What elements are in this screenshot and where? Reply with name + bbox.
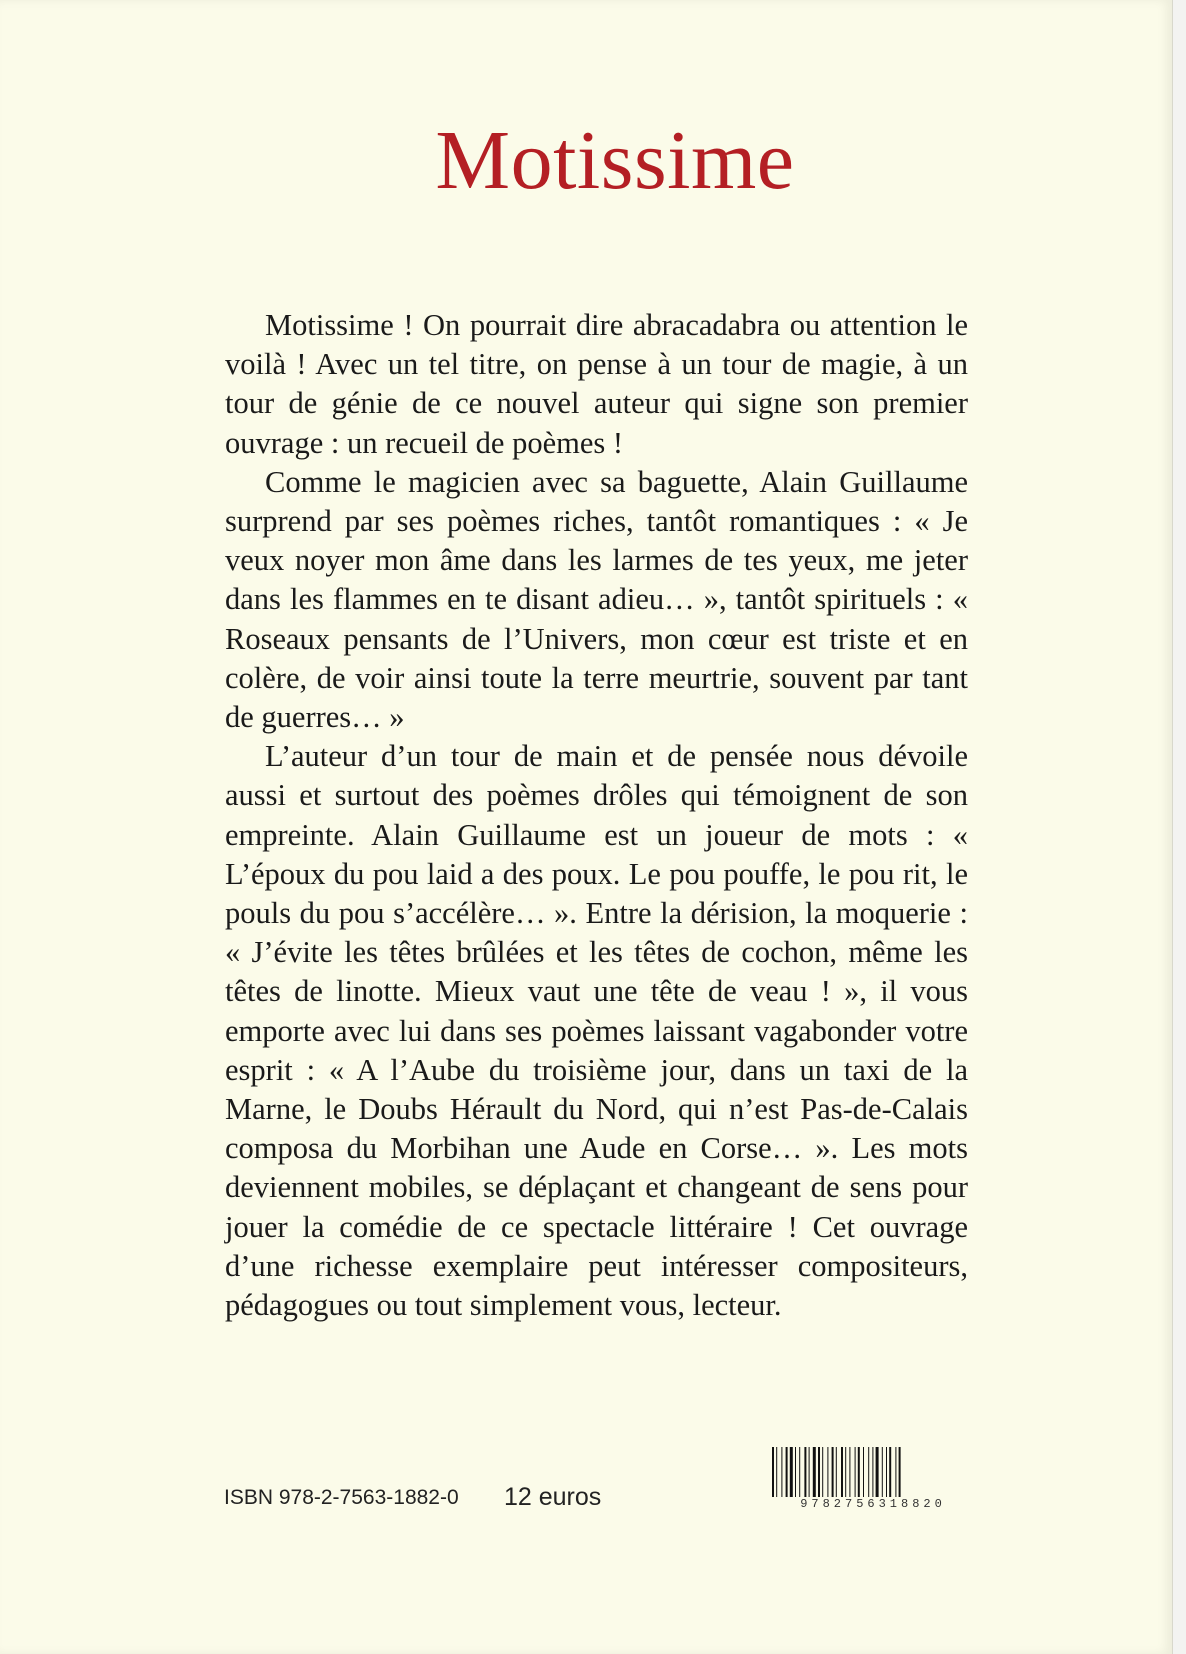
blurb-paragraph: L’auteur d’un tour de main et de pensée nous dévoile aussi et surtout des poèmes drôles qui témoignent de son empreinte. Alain Guillaume est un joueur de mots : « L’époux du pou laid a des poux. Le pou pouffe, le pou rit, le pouls du pou s’accélère… ». Entre la dérision, la moquerie : « J’évite les têtes brûlées et les têtes de cochon, même les têtes de linotte. Mieux vaut une tête de veau ! », il vous emporte avec lui dans ses poèmes laissant vagabonder votre esprit : « A l’Aube du troisième jour, dans un taxi de la Marne, le Doubs Hérault du Nord, qui n’est Pas-de-Calais composa du Morbihan une Aude en Corse… ». Les mots deviennent mobiles, se déplaçant et changeant de sens pour jouer la comédie de ce spectacle littéraire ! Cet ouvrage d’une richesse exemplaire peut intéresser compositeurs, pédagogues ou tout simplement vous, lecteur.: [225, 739, 968, 1323]
barcode-digits: 9782756318820: [800, 1497, 946, 1511]
blurb-text: [225, 306, 968, 1325]
isbn-number: ISBN 978-2-7563-1882-0: [224, 1486, 459, 1509]
barcode-bars-icon: [770, 1447, 976, 1497]
blurb-paragraph: Comme le magicien avec sa baguette, Alain Guillaume surprend par ses poèmes riches, tantôt romantiques : « Je veux noyer mon âme dans les larmes de tes yeux, me jeter dans les flammes en te disant adieu… », tantôt spirituels : « Roseaux pensants de l’Univers, mon cœur est triste et en colère, de voir ainsi toute la terre meurtrie, souvent par tant de guerres… »: [225, 464, 968, 735]
book-title: Motissime: [435, 114, 795, 207]
blurb-paragraph: Motissime ! On pourrait dire abracadabra ou attention le voilà ! Avec un tel titre, on pense à un tour de magie, à un tour de génie de ce nouvel auteur qui signe son premier ouvrage : un recueil de poèmes !: [225, 308, 968, 460]
price: 12 euros: [504, 1483, 602, 1511]
barcode: [770, 1447, 976, 1515]
